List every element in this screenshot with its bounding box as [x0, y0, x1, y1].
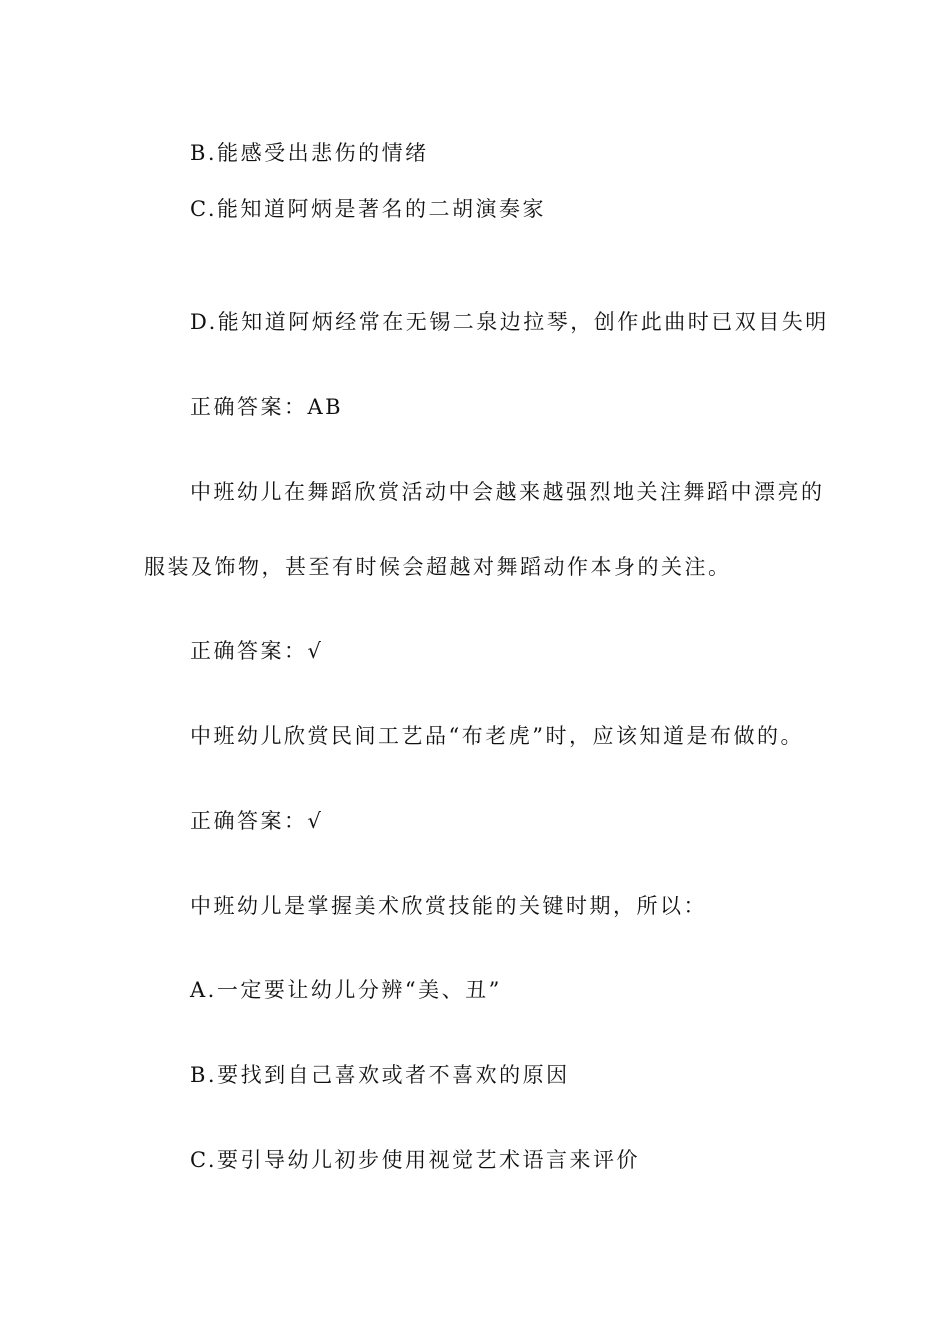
- question-line: 中班幼儿欣赏民间工艺品“布老虎”时，应该知道是布做的。: [190, 724, 804, 748]
- question-line: 中班幼儿在舞蹈欣赏活动中会越来越强烈地关注舞蹈中漂亮的: [190, 480, 825, 504]
- option-d-line: D.能知道阿炳经常在无锡二泉边拉琴，创作此曲时已双目失明: [190, 310, 829, 334]
- option-c-line: C.能知道阿炳是著名的二胡演奏家: [190, 197, 546, 221]
- option-b-line: B.要找到自己喜欢或者不喜欢的原因: [190, 1063, 570, 1087]
- question-continuation-line: 服装及饰物，甚至有时候会超越对舞蹈动作本身的关注。: [144, 555, 732, 579]
- option-b-line: B.能感受出悲伤的情绪: [190, 141, 429, 165]
- answer-line: 正确答案：AB: [190, 395, 344, 419]
- answer-line: 正确答案：√: [190, 639, 324, 663]
- answer-line: 正确答案：√: [190, 809, 324, 833]
- option-a-line: A.一定要让幼儿分辨“美、丑”: [190, 978, 502, 1002]
- question-line: 中班幼儿是掌握美术欣赏技能的关键时期，所以：: [190, 894, 707, 918]
- option-c-line: C.要引导幼儿初步使用视觉艺术语言来评价: [190, 1148, 640, 1172]
